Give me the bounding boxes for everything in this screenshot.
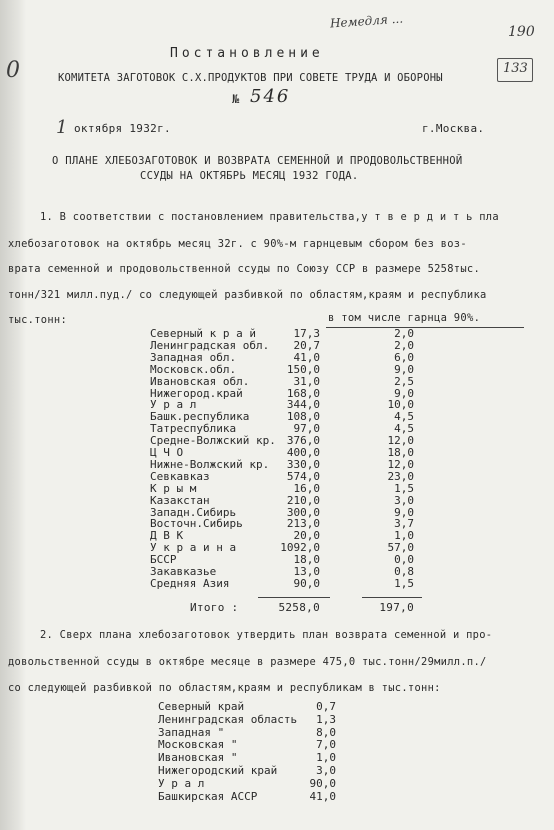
garnets-value: 4,5: [394, 410, 414, 424]
region-name: Закавказье: [150, 565, 217, 578]
boxed-number: 133: [503, 61, 528, 76]
subject-line-1: О ПЛАНЕ ХЛЕБОЗАГОТОВОК И ВОЗВРАТА СЕМЕННОЙ И ПРОДОВОЛЬСТВЕННОЙ: [52, 155, 463, 167]
subject-line-2: ССУДЫ НА ОКТЯБРЬ МЕСЯЦ 1932 ГОДА.: [140, 170, 359, 182]
garnets-value: 0,8: [394, 565, 414, 578]
region-name: Западн.Сибирь: [150, 505, 237, 519]
return-value: 1,0: [316, 751, 336, 765]
garnets-value: 23,0: [387, 469, 414, 483]
date-month-year: октября 1932г.: [74, 122, 171, 135]
plan-value: 376,0: [286, 434, 320, 448]
plan-value: 1092,0: [280, 541, 320, 555]
garnets-value: 2,0: [394, 338, 414, 352]
plan-value: 18,0: [293, 553, 320, 567]
para1-line-5: тыс.тонн:: [8, 314, 68, 326]
binding-shadow: [0, 0, 26, 830]
region-name: Нижегород.край: [150, 386, 243, 400]
return-value: 41,0: [309, 789, 336, 803]
garnets-value: 1,5: [394, 576, 414, 590]
plan-value: 20,0: [293, 529, 320, 543]
region-name: Д В К: [150, 529, 184, 543]
region-name: БССР: [150, 553, 177, 567]
plan-value: 213,0: [286, 517, 320, 531]
plan-value: 16,0: [293, 481, 320, 495]
plan-value: 20,7: [293, 338, 320, 352]
garnets-value: 0,0: [394, 553, 414, 567]
region-name: Северный к р а й: [150, 327, 256, 340]
plan-value: 330,0: [286, 457, 320, 471]
region-name: Ленинградская область: [158, 712, 298, 726]
region-name: Ивановская ": [158, 751, 238, 765]
region-name: У р а л: [158, 776, 205, 790]
para1-line-4: тонн/321 милл.пуд./ со следующей разбивкой по областям,краям и республика: [8, 289, 487, 301]
region-name: Татреспублика: [150, 422, 237, 436]
para1-line-2: хлебозаготовок на октябрь месяц 32г. с 90%-м гарнцевым сбором без воз-: [8, 238, 467, 250]
plan-value: 168,0: [286, 386, 320, 400]
total-plan-rule: [258, 597, 330, 598]
region-name: Северный край: [158, 700, 245, 713]
place: г.Москва.: [422, 122, 485, 135]
plan-value: 17,3: [293, 327, 320, 340]
region-name: Ивановская обл.: [150, 374, 250, 388]
plan-value: 344,0: [286, 398, 320, 412]
total-plan-value: 5258,0: [278, 601, 320, 614]
garnets-value: 9,0: [394, 386, 414, 400]
plan-value: 41,0: [293, 350, 320, 364]
plan-value: 400,0: [286, 446, 320, 459]
number-prefix: №: [232, 92, 240, 106]
total-garnets-value: 197,0: [379, 601, 414, 614]
garnets-value: 1,0: [394, 529, 414, 543]
garnets-value: 1,5: [394, 481, 414, 495]
committee-name: КОМИТЕТА ЗАГОТОВОК С.Х.ПРОДУКТОВ ПРИ СОВЕТЕ ТРУДА И ОБОРОНЫ: [58, 72, 443, 84]
total-label: Итого :: [190, 601, 239, 614]
region-name: Средне-Волжский кр.: [150, 434, 276, 448]
region-name: Западная обл.: [150, 350, 237, 364]
region-name: Севкавказ: [150, 469, 210, 483]
plan-value: 210,0: [286, 493, 320, 507]
return-value: 0,7: [316, 700, 336, 713]
region-name: Ленинградская обл.: [150, 338, 270, 352]
para2-line-1: 2. Сверх плана хлебозаготовок утвердить план возврата семенной и про-: [40, 629, 493, 641]
region-name: К р ы м: [150, 481, 197, 495]
region-name: Башкирская АССР: [158, 789, 258, 803]
plan-value: 13,0: [293, 565, 320, 578]
document-number: 546: [250, 86, 291, 107]
region-name: Восточн.Сибирь: [150, 517, 243, 531]
para1-line-3: врата семенной и продовольственной ссуды по Союзу ССР в размере 5258тыс.: [8, 263, 481, 275]
region-name: Московская ": [158, 738, 238, 752]
garnets-value: 4,5: [394, 422, 414, 436]
plan-value: 574,0: [286, 469, 320, 483]
garnets-value: 57,0: [387, 541, 414, 555]
region-name: Средняя Азия: [150, 576, 230, 590]
para2-line-3: со следующей разбивкой по областям,краям и республикам в тыс.тонн:: [8, 682, 441, 694]
boxed-number-stamp: [497, 58, 533, 82]
garnets-value: 12,0: [387, 434, 414, 448]
region-name: Ц Ч О: [150, 446, 184, 459]
region-name: Казакстан: [150, 493, 210, 507]
region-name: У к р а и н а: [150, 541, 237, 555]
return-value: 3,0: [316, 764, 336, 777]
region-name: Нижегородский край: [158, 764, 278, 777]
return-value: 7,0: [316, 738, 336, 752]
left-margin-mark: 0: [6, 58, 20, 83]
region-name: Московск.обл.: [150, 362, 237, 376]
column-header-underline: [326, 327, 524, 328]
garnets-value: 9,0: [394, 505, 414, 519]
total-garnets-rule: [362, 597, 422, 598]
handwritten-page-number: 190: [508, 24, 535, 40]
plan-value: 97,0: [293, 422, 320, 436]
return-value: 8,0: [316, 725, 336, 739]
plan-value: 300,0: [286, 505, 320, 519]
garnets-value: 10,0: [387, 398, 414, 412]
document-title: Постановление: [170, 46, 324, 61]
garnets-value: 18,0: [387, 446, 414, 459]
plan-value: 108,0: [286, 410, 320, 424]
garnets-value: 2,0: [394, 327, 414, 340]
handwritten-note: Немедля ...: [329, 11, 404, 31]
date-day: 1: [56, 117, 68, 138]
plan-value: 90,0: [293, 576, 320, 590]
region-name: Нижне-Волжский кр.: [150, 457, 270, 471]
region-name: У р а л: [150, 398, 197, 412]
return-value: 90,0: [309, 776, 336, 790]
region-name: Башк.республика: [150, 410, 250, 424]
garnets-value: 12,0: [387, 457, 414, 471]
para2-line-2: довольственной ссуды в октябре месяце в размере 475,0 тыс.тонн/29милл.п./: [8, 656, 487, 668]
plan-value: 31,0: [293, 374, 320, 388]
plan-value: 150,0: [286, 362, 320, 376]
region-name: Западная ": [158, 725, 225, 739]
para1-line-1: 1. В соответствии с постановлением правительства,у т в е р д и т ь пла: [40, 211, 499, 223]
garnets-value: 3,7: [394, 517, 414, 531]
garnets-value: 9,0: [394, 362, 414, 376]
column-header-garnets: в том числе гарнца 90%.: [328, 312, 481, 324]
garnets-value: 2,5: [394, 374, 414, 388]
garnets-value: 6,0: [394, 350, 414, 364]
return-value: 1,3: [316, 712, 336, 726]
garnets-value: 3,0: [394, 493, 414, 507]
